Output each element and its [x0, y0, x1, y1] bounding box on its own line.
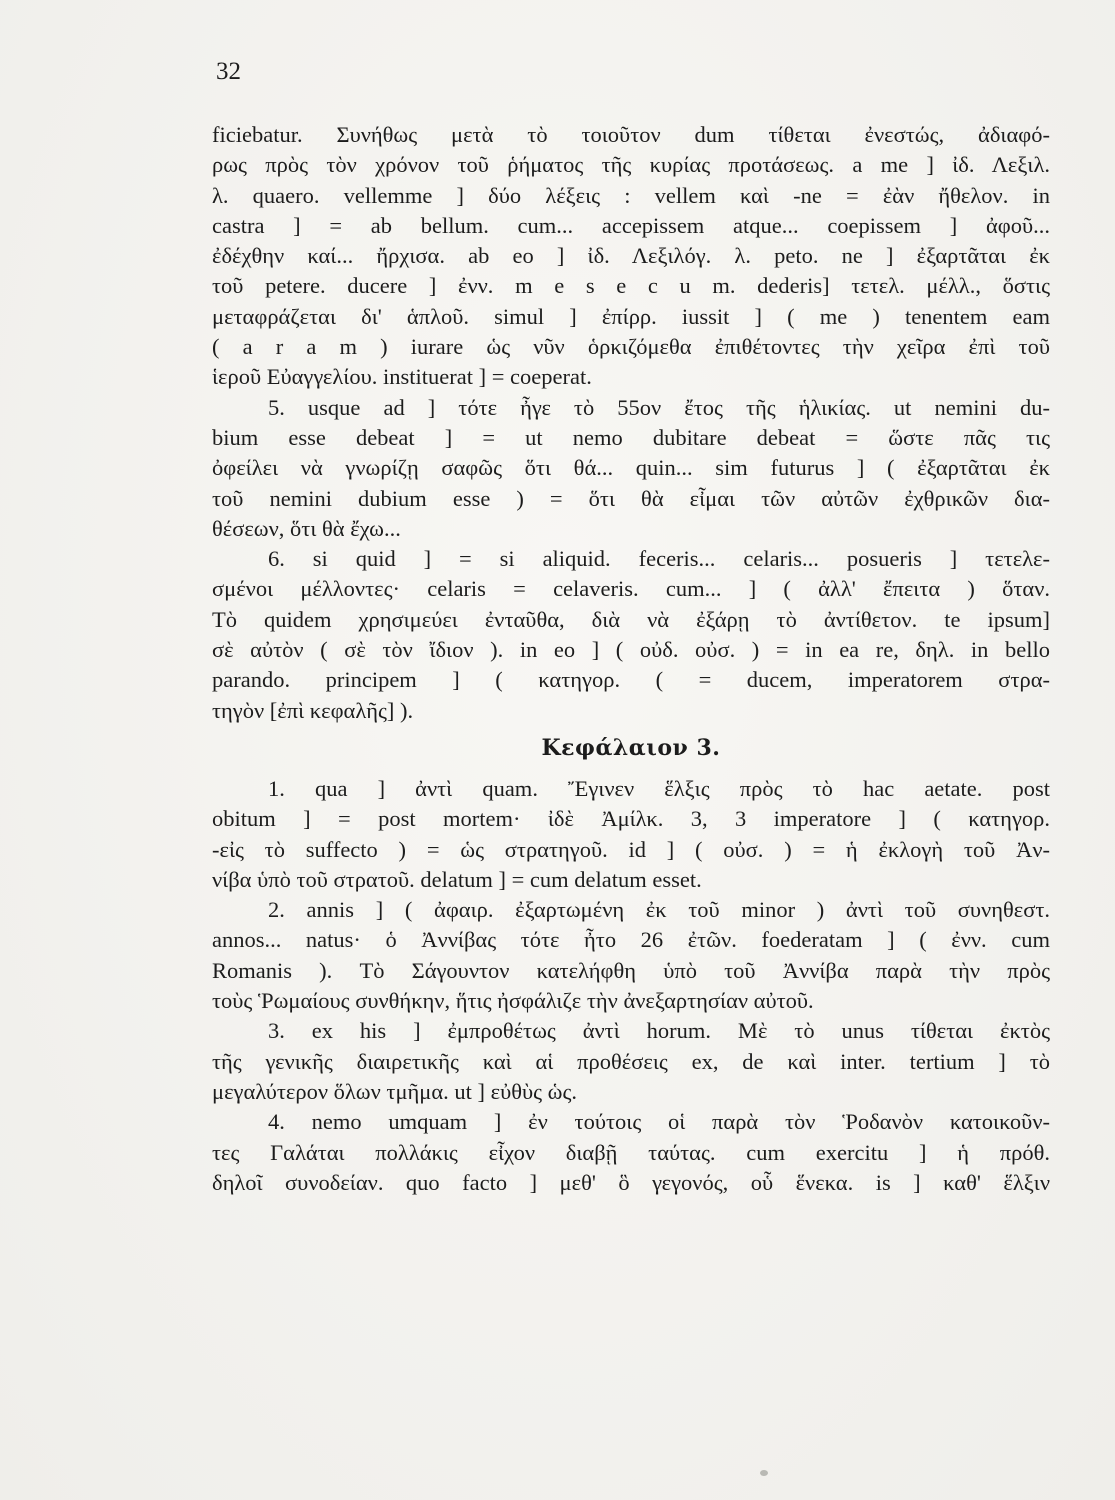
chapter-heading: Κεφάλαιον 3. [541, 734, 721, 761]
text-line: 3. ex his ] ἐμπροθέτως ἀντὶ horum. Μὲ τὸ unus τίθεται ἐκτὸς [268, 1018, 1050, 1044]
paragraph-note-6 [212, 544, 1050, 726]
text-line: 2. annis ] ( ἀφαιρ. ἐξαρτωμένη ἐκ τοῦ minor ) ἀντὶ τοῦ συνηθεστ. [268, 897, 1050, 923]
text-line: annos... natus· ὁ Ἀννίβας τότε ἦτο 26 ἐτῶν. foederatam ] ( ἐνν. cum [212, 927, 1050, 953]
text-line: λ. quaero. vellemme ] δύο λέξεις : vellem καὶ -ne = ἐὰν ἤθελον. in [212, 182, 1050, 208]
text-line: σμένοι μέλλοντες· celaris = celaveris. cum... ] ( ἀλλ' ἔπειτα ) ὅταν. [212, 576, 1050, 602]
paper-speck [760, 1470, 768, 1476]
text-line: ὀφείλει νὰ γνωρίζῃ σαφῶς ὅτι θά... quin... sim futurus ] ( ἐξαρτᾶται ἐκ [212, 455, 1050, 481]
text-line: θέσεων, ὅτι θὰ ἔχω... [212, 515, 401, 541]
text-line: τῆς γενικῆς διαιρετικῆς καὶ αἱ προθέσεις ex, de καὶ inter. tertium ] τὸ [212, 1048, 1050, 1074]
text-line: parando. principem ] ( κατηγορ. ( = ducem, imperatorem στρα- [212, 667, 1050, 693]
text-line: obitum ] = post mortem· ἰδὲ Ἀμίλκ. 3, 3 imperatore ] ( κατηγορ. [212, 806, 1050, 832]
text-line: ficiebatur. Συνήθως μετὰ τὸ τοιοῦτον dum τίθεται ἐνεστώς, ἀδιαφό- [212, 122, 1050, 147]
text-line: τοῦ petere. ducere ] ἐνν. m e s e c u m. dederis] τετελ. μέλλ., ὅστις [212, 273, 1050, 299]
text-line: μεταφράζεται δι' ἁπλοῦ. simul ] ἐπίρρ. iussit ] ( me ) tenentem eam [212, 303, 1050, 329]
text-line: ἱεροῦ Εὐαγγελίου. instituerat ] = coeperat. [212, 364, 592, 390]
paragraph-continued [212, 120, 1050, 393]
text-line: bium esse debeat ] = ut nemo dubitare debeat = ὥστε πᾶς τις [212, 424, 1050, 450]
text-line: τοῦ nemini dubium esse ) = ὅτι θὰ εἶμαι τῶν αὐτῶν ἐχθρικῶν δια- [212, 485, 1050, 511]
text-line: 6. si quid ] = si aliquid. feceris... celaris... posueris ] τετελε- [268, 546, 1050, 572]
text-line: ρως πρὸς τὸν χρόνον τοῦ ῥήματος τῆς κυρίας προτάσεως. a me ] ἰδ. Λεξιλ. [212, 152, 1050, 178]
text-line: σὲ αὐτὸν ( σὲ τὸν ἴδιον ). in eo ] ( οὐδ. οὐσ. ) = in ea re, δηλ. in bello [212, 637, 1050, 663]
text-line: δηλοῖ συνοδείαν. quo facto ] μεθ' ὃ γεγονός, οὗ ἕνεκα. is ] καθ' ἕλξιν [212, 1169, 1050, 1195]
text-line: τοὺς Ῥωμαίους συνθήκην, ἥτις ἠσφάλιζε τὴν ἀνεξαρτησίαν αὐτοῦ. [212, 988, 814, 1014]
text-line: τες Γαλάται πολλάκις εἶχον διαβῇ ταύτας. cum exercitu ] ἡ πρόθ. [212, 1139, 1050, 1165]
text-line: νίβα ὑπὸ τοῦ στρατοῦ. delatum ] = cum delatum esset. [212, 866, 702, 892]
paragraph-note-1 [212, 774, 1050, 895]
text-line: -εἰς τὸ suffecto ) = ὡς στρατηγοῦ. id ] ( οὐσ. ) = ἡ ἐκλογὴ τοῦ Ἀν- [212, 836, 1050, 862]
paragraph-note-4 [212, 1107, 1050, 1198]
text-line: Romanis ). Τὸ Σάγουντον κατελήφθη ὑπὸ τοῦ Ἀννίβα παρὰ τὴν πρὸς [212, 957, 1050, 983]
text-line: ἐδέχθην καί... ἤρχισα. ab eo ] ἰδ. Λεξιλόγ. λ. peto. ne ] ἐξαρτᾶται ἐκ [212, 243, 1050, 269]
text-line: τηγὸν [ἐπὶ κεφαλῆς] ). [212, 697, 414, 723]
text-line: 1. qua ] ἀντὶ quam. Ἔγινεν ἕλξις πρὸς τὸ hac aetate. post [268, 775, 1050, 801]
paragraph-note-5 [212, 393, 1050, 544]
paragraph-note-2 [212, 895, 1050, 1016]
text-line: ( a r a m ) iurare ὡς νῦν ὁρκιζόμεθα ἐπιθέτοντες τὴν χεῖρα ἐπὶ τοῦ [212, 334, 1050, 360]
text-line: 4. nemo umquam ] ἐν τούτοις οἱ παρὰ τὸν Ῥοδανὸν κατοικοῦν- [268, 1109, 1050, 1135]
commentary-text [212, 120, 1050, 1198]
text-line: μεγαλύτερον ὅλων τμῆμα. ut ] εὐθὺς ὡς. [212, 1078, 578, 1104]
paragraph-note-3 [212, 1016, 1050, 1107]
text-line: 5. usque ad ] τότε ἦγε τὸ 55ον ἔτος τῆς ἡλικίας. ut nemini du- [268, 394, 1050, 420]
text-line: Τὸ quidem χρησιμεύει ἐνταῦθα, διὰ νὰ ἐξάρῃ τὸ ἀντίθετον. te ipsum] [212, 606, 1050, 632]
page-number: 32 [216, 58, 241, 85]
text-line: castra ] = ab bellum. cum... accepissem atque... coepissem ] ἀφοῦ... [212, 212, 1050, 238]
